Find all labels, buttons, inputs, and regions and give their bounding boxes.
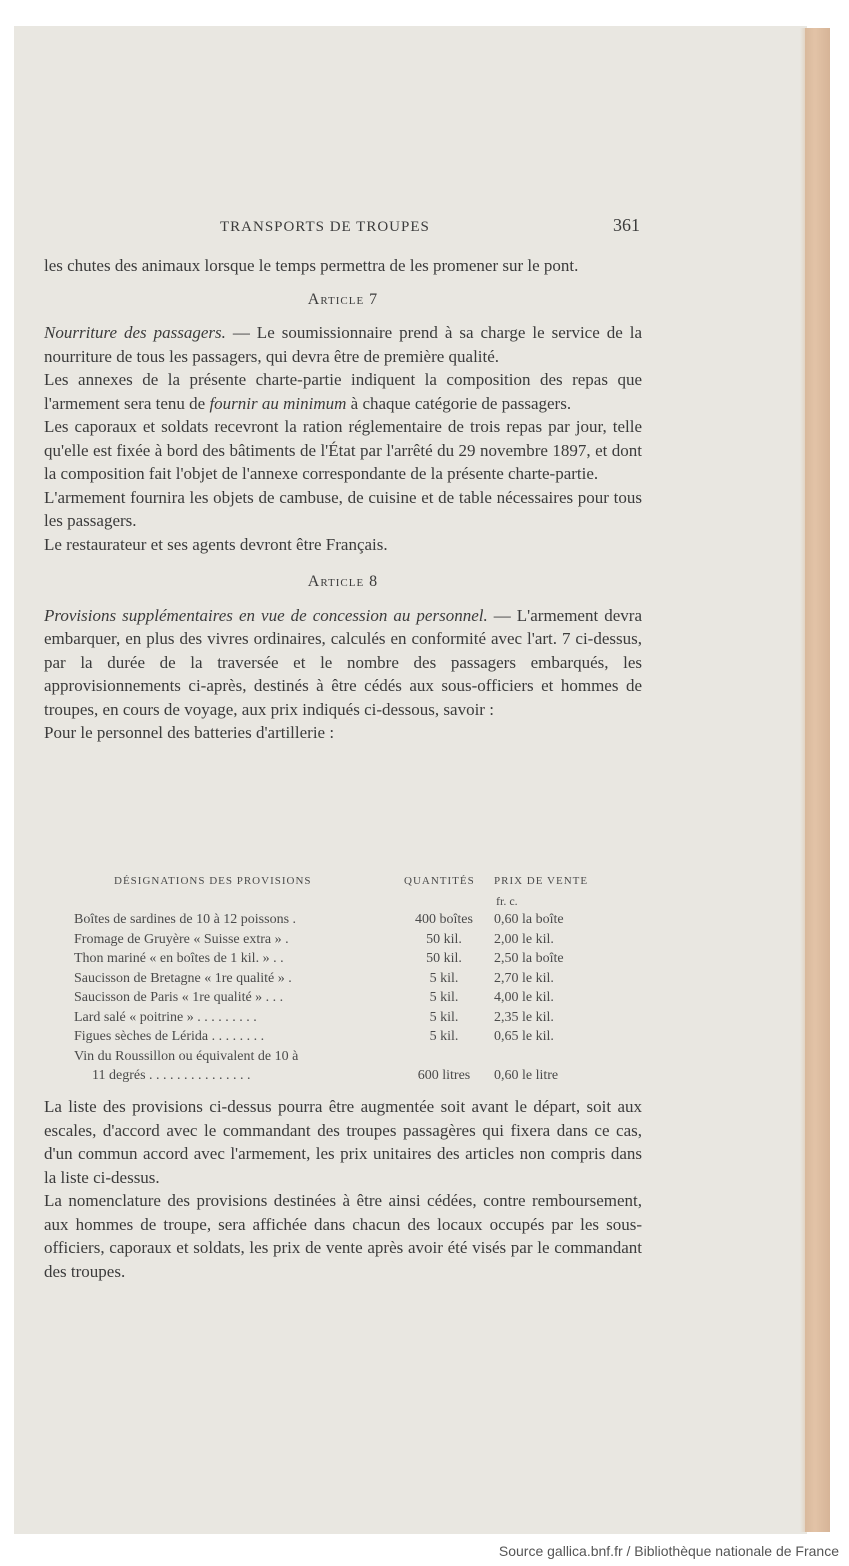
table-row (74, 910, 604, 930)
table-row (74, 969, 604, 989)
row-quantity: 5 kil. (429, 970, 459, 986)
paragraph-6: Le restaurateur et ses agents devront être Français. (44, 534, 388, 554)
paragraph-2-heading: Nourriture des passagers. (44, 323, 226, 342)
paragraph-5: L'armement fournira les objets de cambuse, de cuisine et de table nécessaires pour tous les passagers. (44, 487, 642, 530)
row-price: 4,00 le kil. (494, 990, 554, 1005)
book-edge (805, 28, 830, 1532)
price-unit: fr. c. (496, 894, 518, 908)
col-designation: DÉSIGNATIONS DES PROVISIONS (114, 875, 312, 887)
paragraph-7-heading: Provisions supplémentaires en vue de concession au personnel. (44, 605, 488, 625)
row-quantity: 50 kil. (426, 931, 462, 947)
row-quantity: 50 kil. (426, 951, 462, 966)
paragraph-7-text: — L'armement devra embarquer, en plus des vivres ordinaires, calculés en conformité avec l'art. 7 ci-dessus, par la durée de la traversée et le nombre des passagers embarqués, les approvisionnements ci-après, destinés à être cédés aux sous-officiers et hommes de troupes, en cours de voyage, aux prix indiqués ci-dessous, savoir : (44, 605, 642, 719)
row-quantity: 400 boîtes (415, 912, 473, 927)
table-row (74, 1008, 604, 1028)
paragraph-8: Pour le personnel des batteries d'artillerie : (44, 723, 335, 742)
paragraph-3 (44, 368, 642, 415)
scanned-page (14, 26, 807, 1534)
row-price: 2,50 la boîte (494, 951, 564, 966)
row-price: 2,00 le kil. (494, 931, 554, 947)
table-row (74, 1027, 604, 1047)
body-text-continued (44, 1095, 642, 1283)
row-designation: Saucisson de Bretagne « 1re qualité » . (74, 970, 292, 986)
row-quantity: 600 litres (417, 1068, 471, 1083)
table-row (74, 949, 604, 969)
table-row (74, 988, 604, 1008)
paragraph-7 (44, 604, 642, 722)
row-designation: Thon mariné « en boîtes de 1 kil. » . . (74, 951, 284, 966)
provisions-table (74, 870, 604, 1086)
article-8-title: Article 8 (307, 573, 379, 590)
paragraph-9: La liste des provisions ci-dessus pourra être augmentée soit avant le départ, soit aux escales, d'accord avec le commandant des troupes passagères qui fixera dans ce cas, d'un commun accord avec l'armement, les prix unitaires des articles non compris dans la liste ci-dessus. (44, 1097, 642, 1187)
table-row (74, 930, 604, 950)
row-designation: Boîtes de sardines de 10 à 12 poissons . (74, 912, 297, 927)
row-quantity: 5 kil. (429, 1009, 459, 1025)
source-credit: Source gallica.bnf.fr / Bibliothèque nationale de France (498, 1543, 839, 1559)
row-designation: Figues sèches de Lérida . . . . . . . . (74, 1029, 265, 1044)
page-number: 361 (613, 215, 640, 235)
paragraph-3-text-b: à chaque catégorie de passagers. (346, 393, 572, 413)
price-unit-row (74, 892, 604, 910)
row-price: 0,60 la boîte (494, 912, 564, 927)
paragraph-3-text-a: Les annexes de la présente charte-partie indiquent la composition des repas que l'armement sera tenu de (44, 370, 642, 413)
paragraph-2-text: — Le soumissionnaire prend à sa charge le service de la nourriture de tous les passagers, qui devra être de première qualité. (44, 323, 642, 366)
col-price: PRIX DE VENTE (494, 875, 589, 887)
col-quantity: QUANTITÉS (404, 875, 475, 887)
row-price: 2,35 le kil. (494, 1009, 554, 1025)
row-designation: Fromage de Gruyère « Suisse extra » . (74, 931, 289, 947)
paragraph-1: les chutes des animaux lorsque le temps permettra de les promener sur le pont. (44, 256, 579, 275)
paragraph-10: La nomenclature des provisions destinées à être ainsi cédées, contre remboursement, aux hommes de troupe, sera affichée dans chacun des locaux occupés par les sous-officiers, caporaux et soldats, les prix de vente après avoir été visés par le commandant des troupes. (44, 1191, 642, 1281)
row-designation: Lard salé « poitrine » . . . . . . . . . (74, 1009, 257, 1025)
row-price: 2,70 le kil. (494, 970, 554, 986)
row-quantity: 5 kil. (429, 1029, 459, 1044)
table-header (74, 870, 604, 892)
paragraph-2 (44, 321, 642, 368)
row-price: 0,65 le kil. (494, 1029, 554, 1044)
table-row (74, 1066, 604, 1086)
row-quantity: 5 kil. (429, 990, 459, 1005)
body-text (44, 254, 642, 745)
table-row (74, 1047, 604, 1067)
running-head (44, 215, 642, 237)
row-designation-line1: Vin du Roussillon ou équivalent de 10 à (74, 1048, 299, 1064)
paragraph-3-emphasis: fournir au minimum (209, 393, 347, 413)
row-designation-line2: 11 degrés . . . . . . . . . . . . . . . (92, 1068, 251, 1083)
paragraph-4: Les caporaux et soldats recevront la ration réglementaire de trois repas par jour, telle qu'elle est fixée à bord des bâtiments de l'État par l'arrêté du 29 novembre 1897, et dont la composition fait l'objet de l'annexe correspondante de la présente charte-partie. (44, 417, 642, 483)
running-title: TRANSPORTS DE TROUPES (220, 219, 430, 235)
article-7-title: Article 7 (307, 290, 379, 308)
row-designation: Saucisson de Paris « 1re qualité » . . . (74, 990, 284, 1005)
row-price: 0,60 le litre (494, 1068, 559, 1083)
